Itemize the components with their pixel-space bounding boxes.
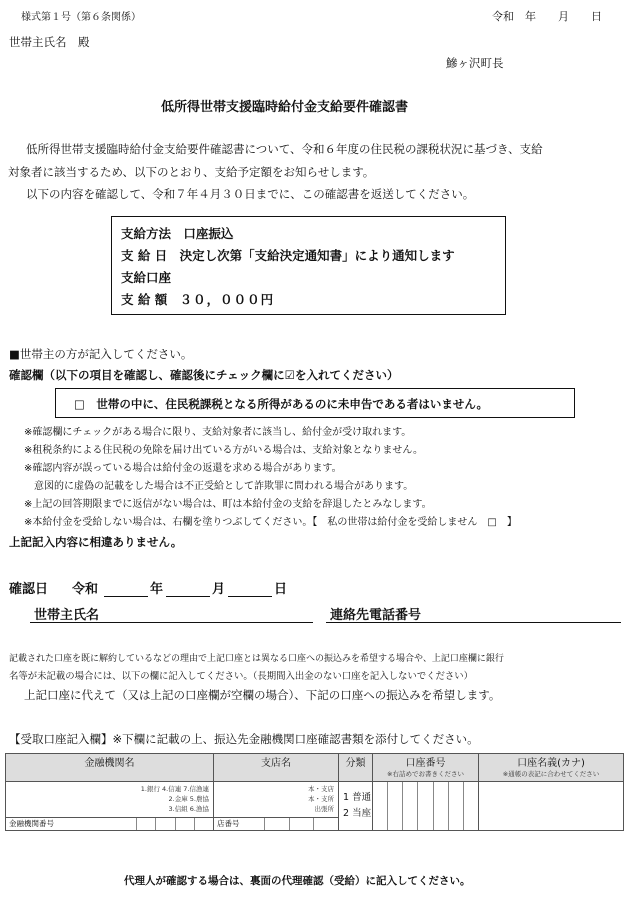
day-field[interactable] (228, 596, 272, 597)
head-name-field[interactable] (30, 622, 313, 623)
year-label: 年 (150, 582, 164, 597)
account-number-cell[interactable] (373, 782, 479, 831)
col-holder-note: ※通帳の表記に合わせてください (502, 770, 600, 778)
branch-code-label: 店番号 (217, 819, 240, 828)
payment-date-label: 支 給 日 (121, 248, 168, 263)
month-label: 月 (212, 582, 226, 597)
account-holder-cell[interactable] (479, 782, 624, 831)
col-holder-title: 口座名義(カナ) (517, 758, 585, 769)
payment-method-value: 口座振込 (183, 226, 234, 241)
account-table-caption: 【受取口座記入欄】※下欄に記載の上、振込先金融機関口座確認書類を添付してください。 (9, 732, 479, 746)
section-heading: ■世帯主の方が記入してください。 (9, 347, 193, 361)
month-field[interactable] (166, 596, 210, 597)
col-holder-header (479, 754, 624, 782)
payment-amount-label: 支 給 額 (121, 292, 168, 307)
intro-line-3: 以下の内容を確認して、令和７年４月３０日までに、この確認書を返送してください。 (26, 187, 475, 201)
col-bank-header: 金融機関名 (6, 754, 214, 782)
head-name-label: 世帯主氏名 (34, 608, 100, 623)
confirm-date-label: 確認日 (9, 582, 49, 597)
col-number-header (373, 754, 479, 782)
account-notice-3: 上記口座に代えて（又は上記の口座欄が空欄の場合）、下記の口座への振込みを希望します。 (24, 688, 501, 702)
account-notice-1: 記載された口座を既に解約しているなどの理由で上記口座とは異なる口座への振込みを希望する場合や、上記口座欄に銀行 (9, 654, 504, 664)
col-branch-header: 支店名 (214, 754, 339, 782)
bank-name-cell[interactable] (6, 782, 214, 818)
issue-date: 令和 年 月 日 (492, 10, 602, 23)
era-label: 令和 (72, 582, 99, 597)
payment-method-label: 支給方法 (121, 226, 172, 241)
account-type-cell[interactable] (339, 782, 373, 831)
confirm-heading: 確認欄（以下の項目を確認し、確認後にチェック欄に☑を入れてください） (9, 368, 399, 382)
bank-code-cell[interactable] (6, 818, 214, 831)
col-type-header: 分類 (339, 754, 373, 782)
note-2: ※租税条約による住民税の免除を届け出ている方がいる場合は、支給対象となりません。 (24, 445, 423, 456)
note-6-decline[interactable]: ※本給付金を受給しない場合は、右欄を塗りつぶしてください。【 私の世帯は給付金を受給しません □ 】 (24, 517, 517, 528)
day-label: 日 (274, 582, 288, 597)
payment-account-label: 支給口座 (121, 270, 172, 285)
payment-date-value: 決定し次第「支給決定通知書」により通知します (179, 248, 455, 263)
form-number: 様式第１号（第６条関係） (21, 12, 141, 23)
account-types: 1 普通 2 当座 (343, 792, 372, 819)
branch-code-cell[interactable] (214, 818, 339, 831)
bank-types: 1.銀行 4.信連 7.信漁連 2.金庫 5.農協 3.信組 6.漁協 (140, 785, 209, 813)
declaration: 上記記入内容に相違ありません。 (9, 535, 183, 549)
footer-note: 代理人が確認する場合は、裏面の代理確認（受給）に記入してください。 (124, 875, 471, 887)
note-1: ※確認欄にチェックがある場合に限り、支給対象者に該当し、給付金が受け取れます。 (24, 427, 412, 438)
addressee: 世帯主氏名 殿 (9, 35, 90, 49)
account-table (5, 753, 624, 831)
issuer: 鰺ヶ沢町長 (446, 56, 504, 70)
intro-line-1: 低所得世帯支援臨時給付金支給要件確認書について、令和６年度の住民税の課税状況に基づき、支給 (26, 142, 543, 156)
branch-name-cell[interactable] (214, 782, 339, 818)
phone-label: 連絡先電話番号 (330, 608, 422, 623)
document-title: 低所得世帯支援臨時給付金支給要件確認書 (161, 100, 409, 115)
col-number-note: ※右詰めでお書きください (387, 770, 464, 778)
note-3: ※確認内容が誤っている場合は給付金の返還を求める場合があります。 (24, 463, 342, 474)
intro-line-2: 対象者に該当するため、以下のとおり、支給予定額をお知らせします。 (8, 165, 375, 179)
note-5: ※上記の回答期限までに返信がない場合は、町は本給付金の支給を辞退したとみなします。 (24, 499, 432, 510)
account-notice-2: 名等が未記載の場合には、以下の欄に記入してください。（長期間入出金のない口座を記入しないでください） (9, 671, 474, 682)
phone-field[interactable] (326, 622, 621, 623)
branch-types: 本・支店 本・支所 出張所 (308, 785, 334, 813)
payment-info-box (111, 216, 506, 315)
payment-amount-value: ３０，０００円 (179, 292, 275, 307)
bank-code-label: 金融機関番号 (9, 819, 54, 828)
year-field[interactable] (104, 596, 148, 597)
col-number-title: 口座番号 (405, 758, 446, 769)
confirm-check-box[interactable] (55, 388, 575, 418)
note-4: 意図的に虚偽の記載をした場合は不正受給として詐欺罪に問われる場合があります。 (24, 481, 414, 492)
confirm-check-item[interactable]: □ 世帯の中に、住民税課税となる所得があるのに未申告である者はいません。 (74, 397, 489, 411)
